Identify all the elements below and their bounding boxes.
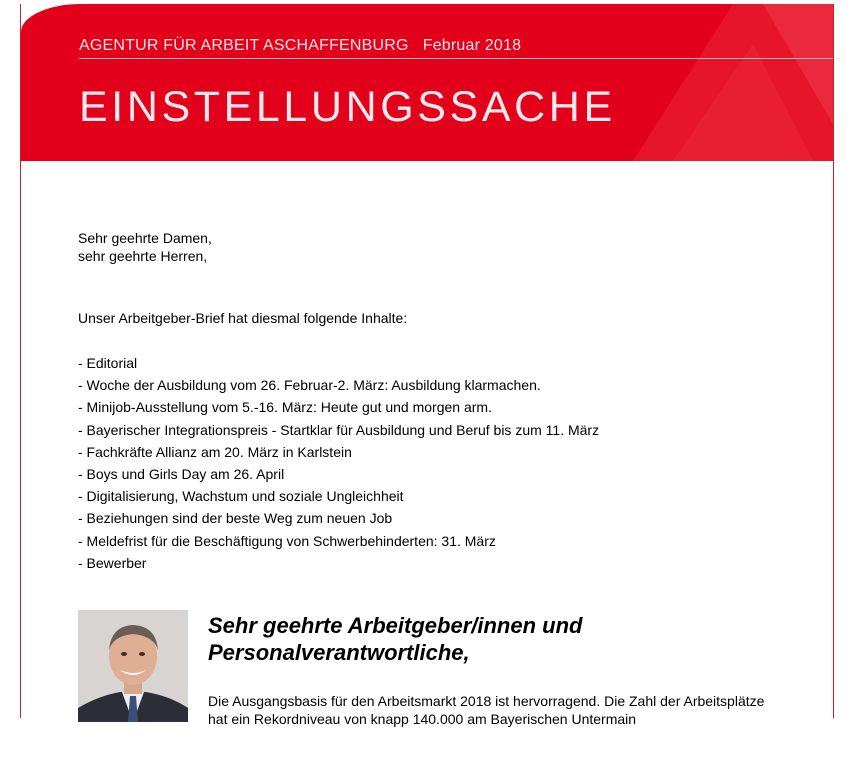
table-of-contents bbox=[78, 352, 599, 574]
toc-item[interactable]: - Woche der Ausbildung vom 26. Februar-2. März: Ausbildung klarmachen. bbox=[78, 377, 541, 394]
editorial-heading-line-2: Personalverantwortliche, bbox=[208, 640, 470, 665]
agency-name: AGENTUR FÜR ARBEIT ASCHAFFENBURG bbox=[79, 37, 409, 54]
header-triangle-graphic bbox=[613, 4, 833, 161]
portrait-image bbox=[78, 610, 188, 722]
salutation bbox=[78, 230, 798, 265]
toc-item[interactable]: - Fachkräfte Allianz am 20. März in Karlstein bbox=[78, 443, 352, 460]
toc-item[interactable]: - Digitalisierung, Wachstum und soziale Ungleichheit bbox=[78, 488, 404, 505]
editorial-heading-line-1: Sehr geehrte Arbeitgeber/innen und bbox=[208, 613, 583, 638]
issue-month: Februar 2018 bbox=[422, 37, 522, 54]
toc-item[interactable]: - Beziehungen sind der beste Weg zum neuen Job bbox=[78, 510, 393, 527]
newsletter-header bbox=[21, 4, 833, 161]
salutation-line-2: sehr geehrte Herren, bbox=[78, 247, 208, 264]
header-divider bbox=[79, 58, 833, 59]
salutation-line-1: Sehr geehrte Damen, bbox=[78, 230, 212, 246]
toc-item[interactable]: - Bewerber bbox=[78, 554, 147, 571]
newsletter-card bbox=[20, 4, 834, 727]
editorial-body: Die Ausgangsbasis für den Arbeitsmarkt 2018 ist hervorragend. Die Zahl der Arbeitsplätze hat ein Rekordniveau von knapp 140.000 am Bayerischen Untermain bbox=[208, 693, 765, 727]
author-photo bbox=[78, 610, 188, 722]
header-agency-line bbox=[79, 37, 521, 55]
editorial-heading bbox=[208, 612, 768, 666]
toc-item[interactable]: - Bayerischer Integrationspreis - Startklar für Ausbildung und Beruf bis zum 11. März bbox=[78, 421, 600, 438]
toc-item[interactable]: - Editorial bbox=[78, 355, 138, 371]
toc-item[interactable]: - Boys und Girls Day am 26. April bbox=[78, 466, 285, 483]
newsletter-title: EINSTELLUNGSSACHE bbox=[79, 83, 616, 131]
toc-item[interactable]: - Meldefrist für die Beschäftigung von Schwerbehinderten: 31. März bbox=[78, 532, 496, 549]
toc-intro: Unser Arbeitgeber-Brief hat diesmal folgende Inhalte: bbox=[78, 310, 408, 326]
toc-item[interactable]: - Minijob-Ausstellung vom 5.-16. März: Heute gut und morgen arm. bbox=[78, 399, 492, 416]
